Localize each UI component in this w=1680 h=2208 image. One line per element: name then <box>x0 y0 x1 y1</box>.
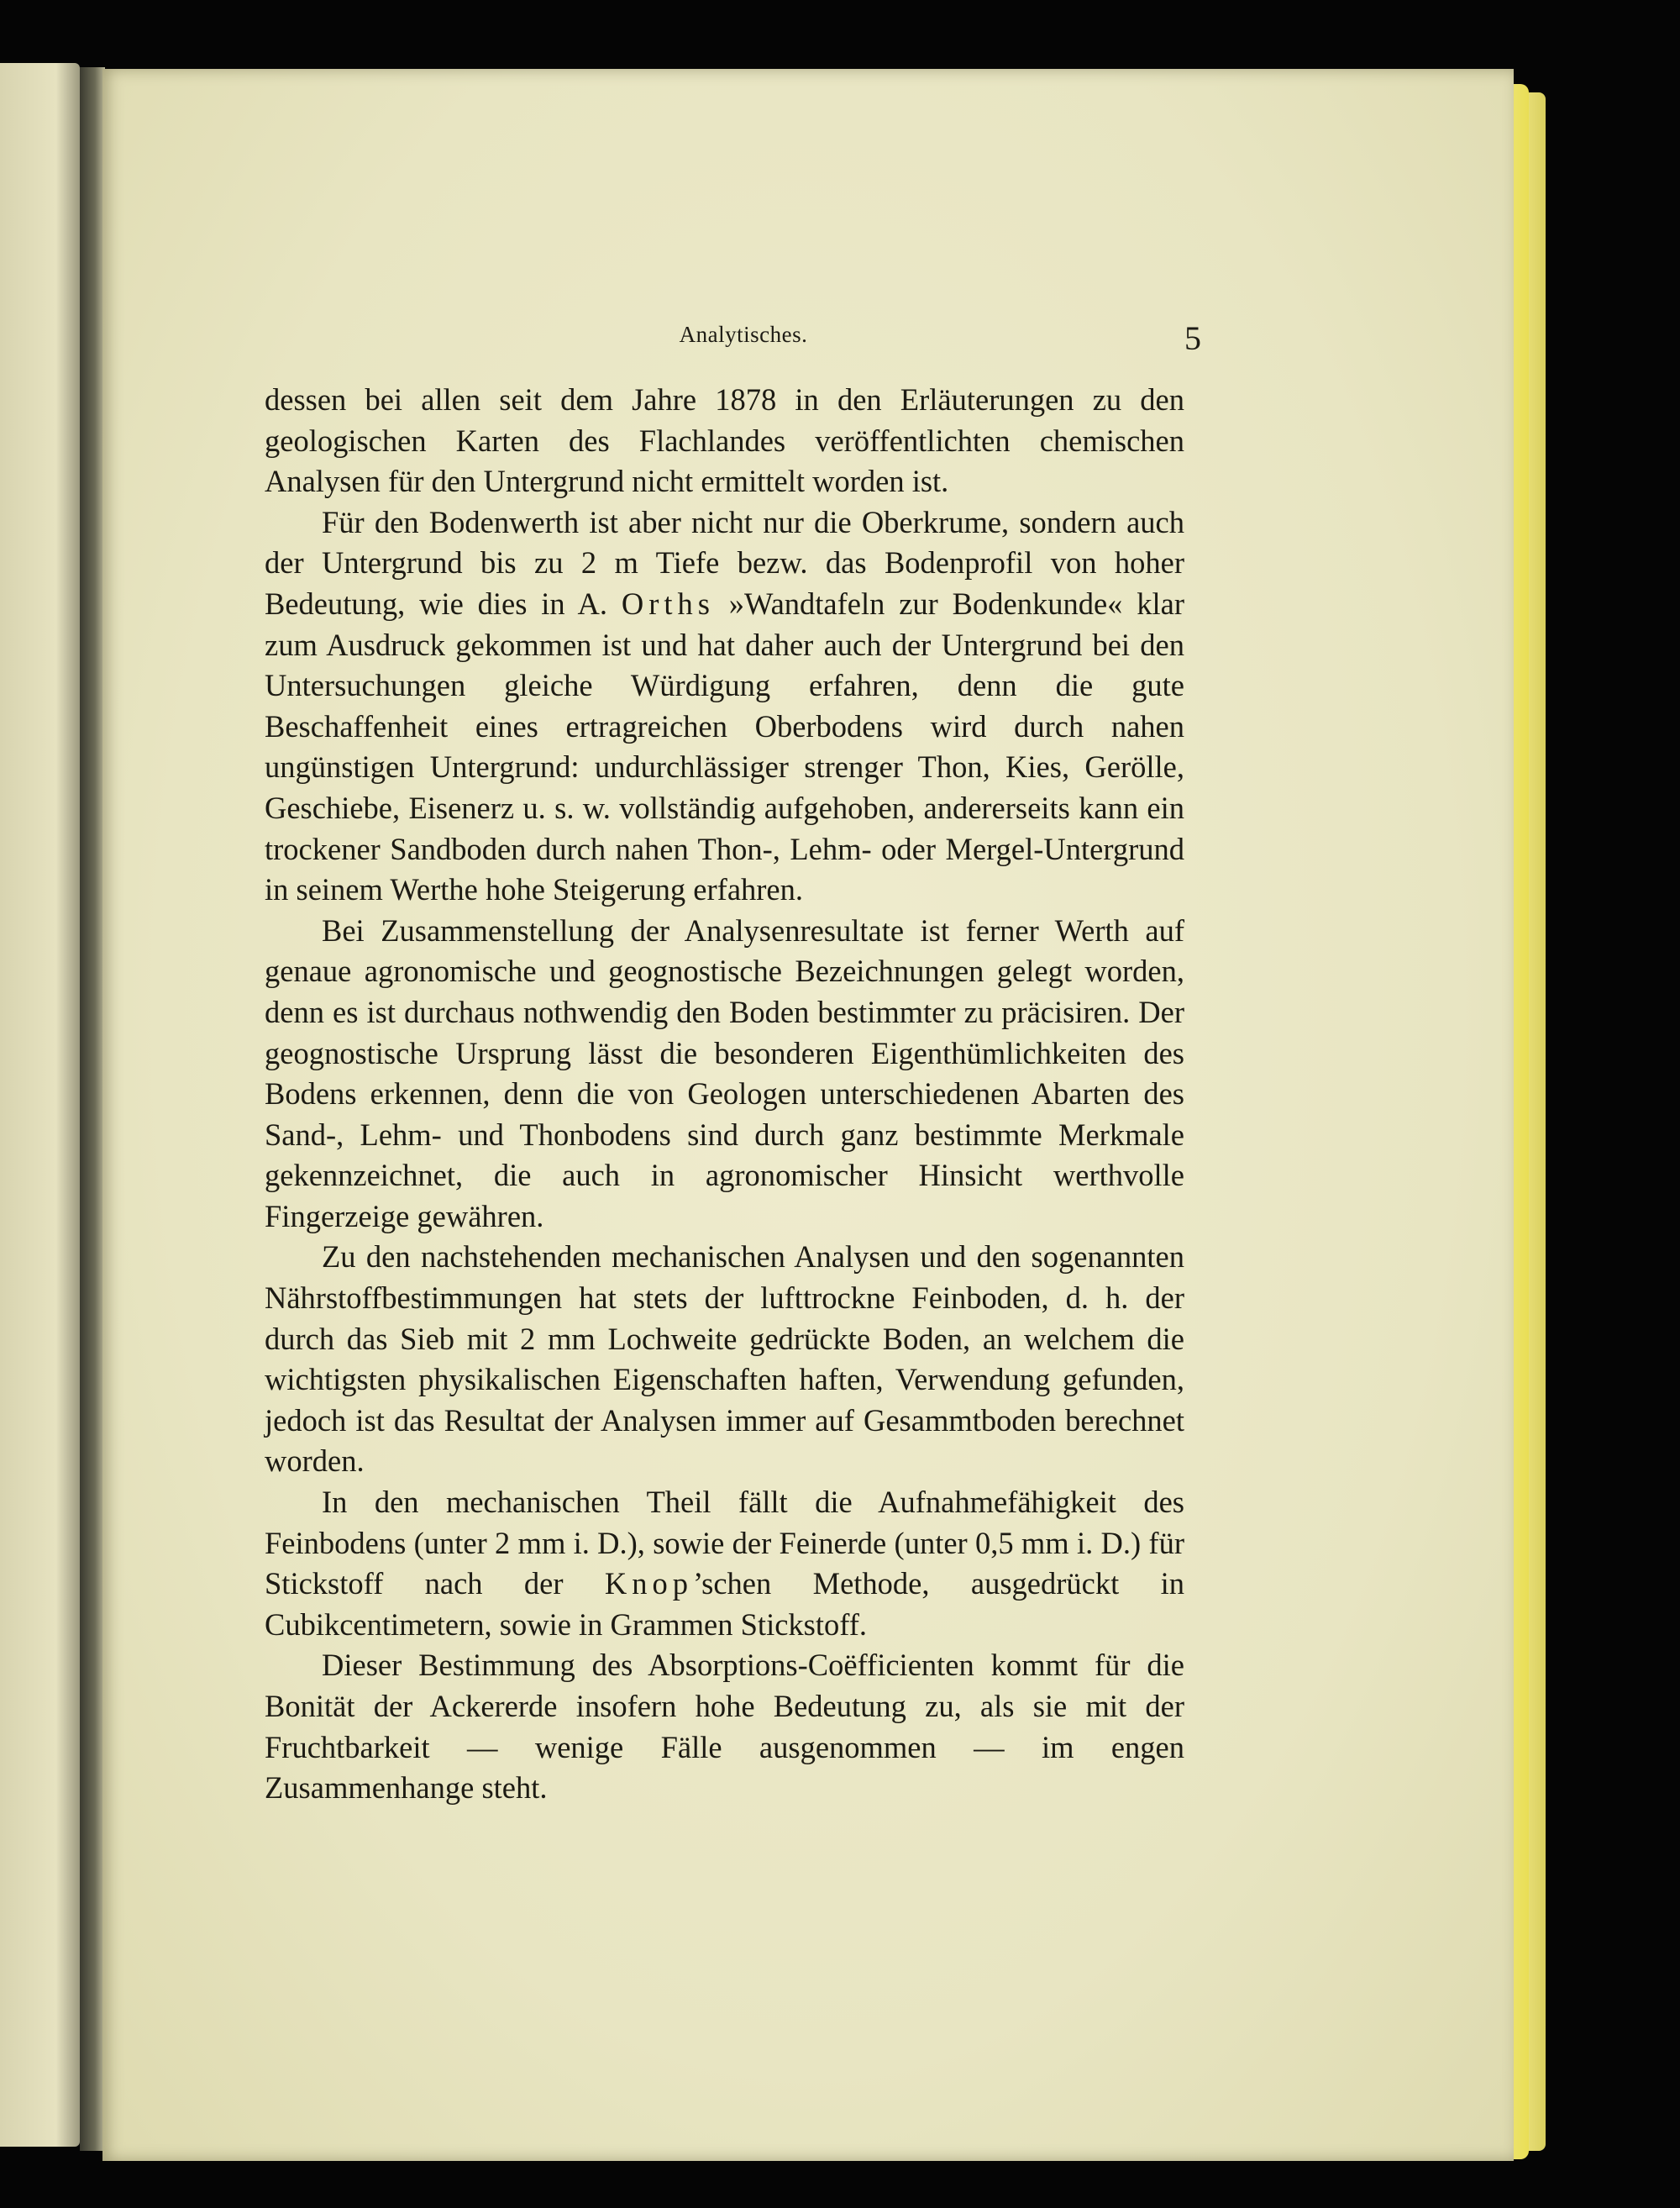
paragraph-5-part-1: In den mechanischen Theil fällt die Aufnahmefähigkeit des Feinbodens (unter 2 mm i. D.), sowie der Feinerde (unter 0,5 mm i. D.) für Stickstoff nach der <box>265 1485 1184 1601</box>
paragraph-5 <box>265 1482 1184 1645</box>
body-text <box>265 380 1184 1809</box>
page-header <box>286 319 1201 372</box>
author-name-orth: Orths <box>621 586 715 621</box>
running-title: Analytisches. <box>679 322 808 347</box>
left-page-edge <box>0 63 80 2147</box>
paragraph-6: Dieser Bestimmung des Absorptions-Coëfficienten kommt für die Bonität der Ackererde insofern hohe Bedeutung zu, als sie mit der Fruchtbarkeit — wenige Fälle ausgenommen — im engen Zusammenhange steht. <box>265 1648 1184 1806</box>
paragraph-4: Zu den nachstehenden mechanischen Analysen und den sogenannten Nährstoffbestimmungen hat stets der lufttrockne Feinboden, d. h. der durch das Sieb mit 2 mm Lochweite gedrückte Boden, an welchem die wichtigsten physikalischen Eigenschaften haften, Verwendung gefunden, jedoch ist das Resultat der Analysen immer auf Gesammtboden berechnet worden. <box>265 1239 1184 1479</box>
paragraph-2 <box>265 502 1184 911</box>
paragraph-2-part-2: »Wandtafeln zur Bodenkunde« klar zum Ausdruck gekommen ist und hat daher auch der Untergrund bei den Untersuchungen gleiche Würdigung erfahren, denn die gute Beschaffenheit eines ertragreichen Oberbodens wird durch nahen ungünstigen Untergrund: undurchlässiger strenger Thon, Kies, Gerölle, Geschiebe, Eisenerz u. s. w. vollständig aufgehoben, andererseits kann ein trockener Sandboden durch nahen Thon-, Lehm- oder Mergel-Untergrund in seinem Werthe hohe Steigerung erfahren. <box>265 586 1184 907</box>
paragraph-2-part-1: Für den Bodenwerth ist aber nicht nur die Oberkrume, sondern auch der Untergrund bis zu 2 m Tiefe bezw. das Bodenprofil von hoher Bedeutung, wie dies in A. <box>265 504 1184 621</box>
book-gutter <box>80 67 105 2151</box>
author-name-knop: Knop <box>604 1566 694 1601</box>
paragraph-3: Bei Zusammenstellung der Analysenresultate ist ferner Werth auf genaue agronomische und geognostische Bezeichnungen gelegt worden, denn es ist durchaus nothwendig den Boden bestimmter zu präcisiren. Der geognostische Ursprung lässt die besonderen Eigenthümlichkeiten des Bodens erkennen, denn die von Geologen unterschiedenen Abarten des Sand-, Lehm- und Thonbodens sind durch ganz bestimmte Merkmale gekennzeichnet, die auch in agronomischer Hinsicht werthvolle Fingerzeige gewähren. <box>265 912 1184 1233</box>
paragraph-5-part-2: ’schen Methode, ausgedrückt in Cubikcentimetern, sowie in Grammen Stickstoff. <box>265 1566 1184 1642</box>
page-number: 5 <box>1184 319 1201 357</box>
paragraph-1: dessen bei allen seit dem Jahre 1878 in den Erläuterungen zu den geologischen Karten des Flachlandes veröffentlichten chemischen Analysen für den Untergrund nicht ermittelt worden ist. <box>265 382 1184 499</box>
